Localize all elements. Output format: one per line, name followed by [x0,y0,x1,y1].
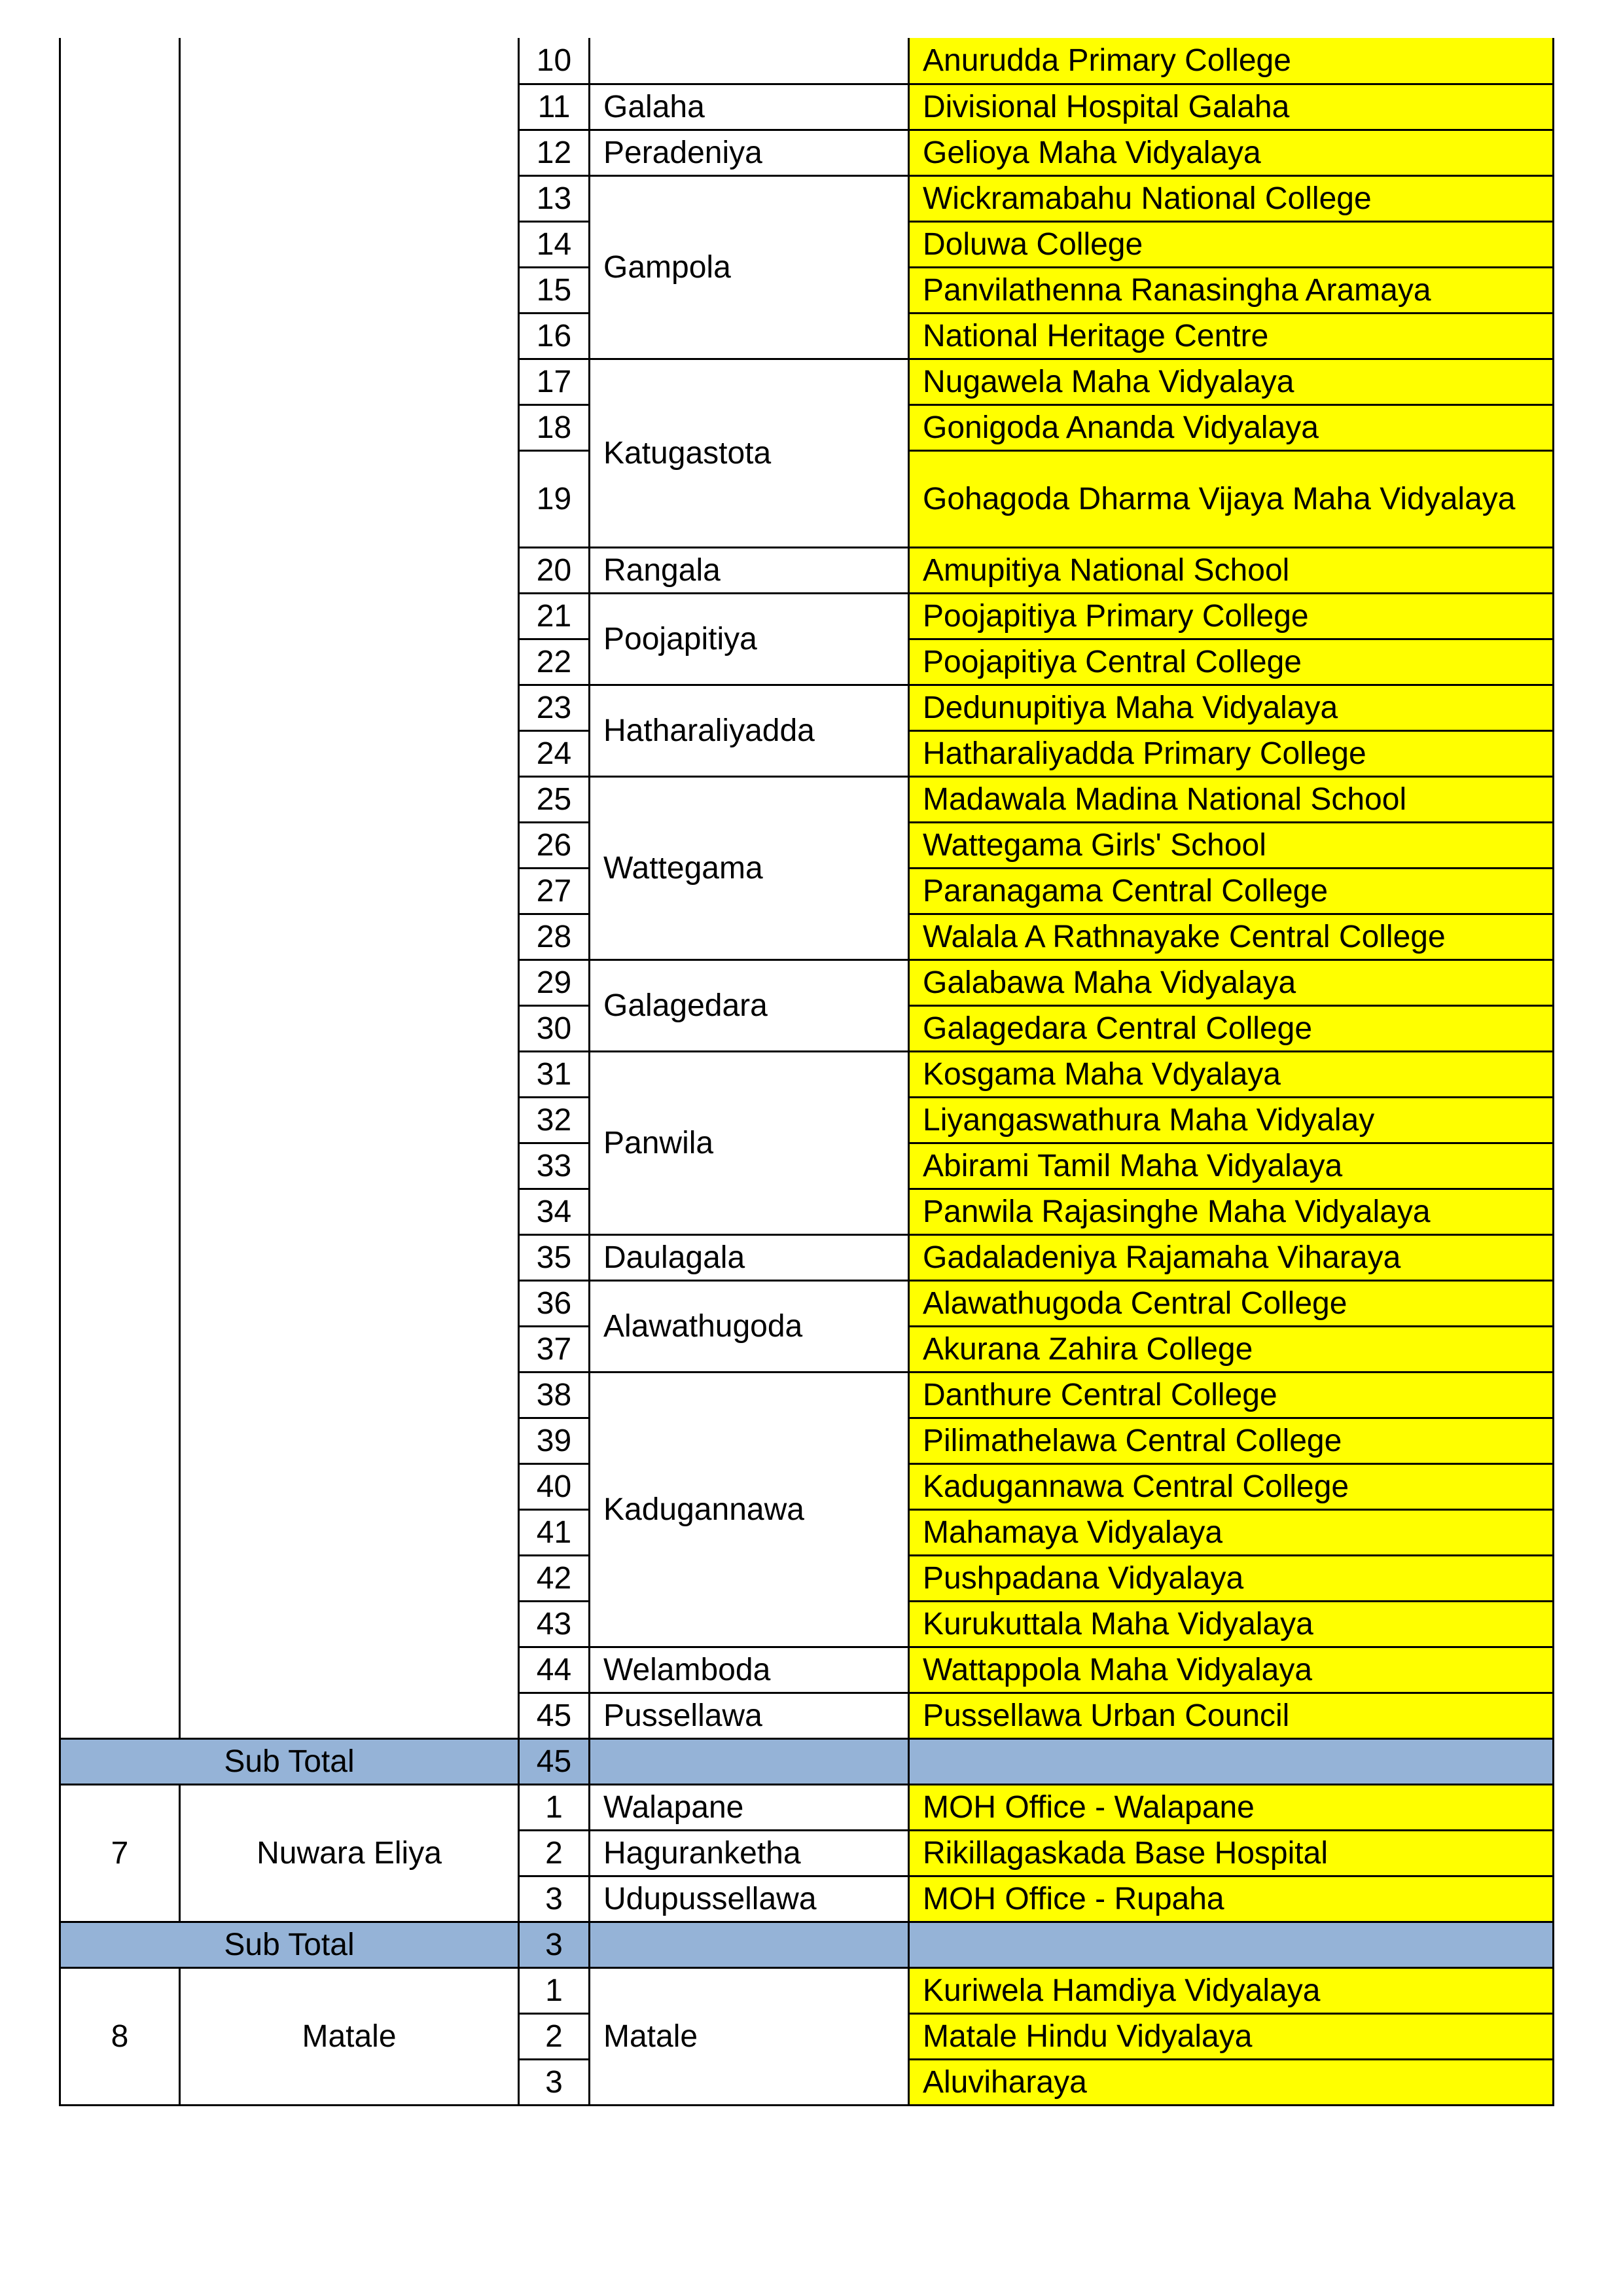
index-cell: 7 [60,1784,180,1922]
site-cell: Paranagama Central College [909,868,1554,914]
row-number: 40 [519,1463,590,1509]
site-cell: Amupitiya National School [909,547,1554,593]
row-number: 37 [519,1326,590,1372]
area-cell: Katugastota [590,359,909,547]
site-cell: Galagedara Central College [909,1005,1554,1051]
row-number: 35 [519,1234,590,1280]
site-cell: Matale Hindu Vidyalaya [909,2013,1554,2059]
site-cell: Panwila Rajasinghe Maha Vidyalaya [909,1189,1554,1234]
area-cell [590,38,909,84]
site-cell: Akurana Zahira College [909,1326,1554,1372]
site-cell: Aluviharaya [909,2059,1554,2105]
site-cell: Alawathugoda Central College [909,1280,1554,1326]
area-cell: Alawathugoda [590,1280,909,1372]
row-number: 22 [519,639,590,685]
site-cell: Abirami Tamil Maha Vidyalaya [909,1143,1554,1189]
row-number: 24 [519,730,590,776]
row-number: 26 [519,822,590,868]
area-cell: Wattegama [590,776,909,960]
site-cell: MOH Office - Rupaha [909,1876,1554,1922]
row-number: 2 [519,1830,590,1876]
subtotal-site-cell [909,1738,1554,1784]
row-number: 30 [519,1005,590,1051]
area-cell: Daulagala [590,1234,909,1280]
subtotal-site-cell [909,1922,1554,1967]
area-cell: Walapane [590,1784,909,1830]
site-cell: Gadaladeniya Rajamaha Viharaya [909,1234,1554,1280]
site-cell: Danthure Central College [909,1372,1554,1418]
subtotal-value: 3 [519,1922,590,1967]
area-cell: Peradeniya [590,130,909,175]
area-cell: Rangala [590,547,909,593]
row-number: 11 [519,84,590,130]
site-cell: Kurukuttala Maha Vidyalaya [909,1601,1554,1647]
site-cell: MOH Office - Walapane [909,1784,1554,1830]
site-cell: Rikillagaskada Base Hospital [909,1830,1554,1876]
area-cell: Galagedara [590,960,909,1051]
table-row [60,1784,1554,1830]
district-cell: Nuwara Eliya [180,1784,519,1922]
subtotal-value: 45 [519,1738,590,1784]
subtotal-area-cell [590,1738,909,1784]
site-cell: Kuriwela Hamdiya Vidyalaya [909,1967,1554,2013]
row-number: 14 [519,221,590,267]
site-cell: Wickramabahu National College [909,175,1554,221]
row-number: 23 [519,685,590,730]
row-number: 27 [519,868,590,914]
row-number: 3 [519,2059,590,2105]
site-cell: Hatharaliyadda Primary College [909,730,1554,776]
site-cell: Madawala Madina National School [909,776,1554,822]
row-number: 44 [519,1647,590,1693]
site-cell: Liyangaswathura Maha Vidyalay [909,1097,1554,1143]
row-number: 12 [519,130,590,175]
table-row [60,38,1554,84]
row-number: 1 [519,1967,590,2013]
row-number: 25 [519,776,590,822]
subtotal-row [60,1738,1554,1784]
area-cell: Udupussellawa [590,1876,909,1922]
site-cell: Doluwa College [909,221,1554,267]
site-cell: Walala A Rathnayake Central College [909,914,1554,960]
site-cell: Kadugannawa Central College [909,1463,1554,1509]
row-number: 20 [519,547,590,593]
site-cell: Gonigoda Ananda Vidyalaya [909,404,1554,450]
area-cell: Pussellawa [590,1693,909,1738]
row-number: 38 [519,1372,590,1418]
row-number: 34 [519,1189,590,1234]
site-cell: Nugawela Maha Vidyalaya [909,359,1554,404]
row-number: 32 [519,1097,590,1143]
area-cell: Galaha [590,84,909,130]
area-cell: Poojapitiya [590,593,909,685]
row-number: 28 [519,914,590,960]
subtotal-label: Sub Total [60,1738,519,1784]
row-number: 36 [519,1280,590,1326]
row-number: 2 [519,2013,590,2059]
site-cell: Wattegama Girls' School [909,822,1554,868]
district-cell: Matale [180,1967,519,2105]
row-number: 39 [519,1418,590,1463]
site-cell: Mahamaya Vidyalaya [909,1509,1554,1555]
row-number: 18 [519,404,590,450]
row-number: 3 [519,1876,590,1922]
area-cell: Panwila [590,1051,909,1234]
site-cell: Gohagoda Dharma Vijaya Maha Vidyalaya [909,450,1554,547]
site-cell: Pussellawa Urban Council [909,1693,1554,1738]
area-cell: Gampola [590,175,909,359]
index-cell [60,38,180,1738]
row-number: 43 [519,1601,590,1647]
site-cell: National Heritage Centre [909,313,1554,359]
site-cell: Dedunupitiya Maha Vidyalaya [909,685,1554,730]
site-cell: Wattappola Maha Vidyalaya [909,1647,1554,1693]
area-cell: Hatharaliyadda [590,685,909,776]
subtotal-area-cell [590,1922,909,1967]
area-cell: Matale [590,1967,909,2105]
row-number: 41 [519,1509,590,1555]
index-cell: 8 [60,1967,180,2105]
row-number: 29 [519,960,590,1005]
area-cell: Welamboda [590,1647,909,1693]
row-number: 13 [519,175,590,221]
row-number: 19 [519,450,590,547]
site-cell: Divisional Hospital Galaha [909,84,1554,130]
site-cell: Anurudda Primary College [909,38,1554,84]
site-cell: Pushpadana Vidyalaya [909,1555,1554,1601]
row-number: 31 [519,1051,590,1097]
district-cell [180,38,519,1738]
site-cell: Gelioya Maha Vidyalaya [909,130,1554,175]
site-cell: Galabawa Maha Vidyalaya [909,960,1554,1005]
site-cell: Poojapitiya Primary College [909,593,1554,639]
row-number: 45 [519,1693,590,1738]
row-number: 33 [519,1143,590,1189]
row-number: 10 [519,38,590,84]
site-cell: Panvilathenna Ranasingha Aramaya [909,267,1554,313]
site-cell: Pilimathelawa Central College [909,1418,1554,1463]
row-number: 42 [519,1555,590,1601]
row-number: 15 [519,267,590,313]
area-cell: Kadugannawa [590,1372,909,1647]
row-number: 16 [519,313,590,359]
area-cell: Haguranketha [590,1830,909,1876]
subtotal-label: Sub Total [60,1922,519,1967]
locations-table [59,38,1554,2106]
row-number: 1 [519,1784,590,1830]
row-number: 21 [519,593,590,639]
site-cell: Kosgama Maha Vdyalaya [909,1051,1554,1097]
table-row [60,1967,1554,2013]
subtotal-row [60,1922,1554,1967]
row-number: 17 [519,359,590,404]
site-cell: Poojapitiya Central College [909,639,1554,685]
